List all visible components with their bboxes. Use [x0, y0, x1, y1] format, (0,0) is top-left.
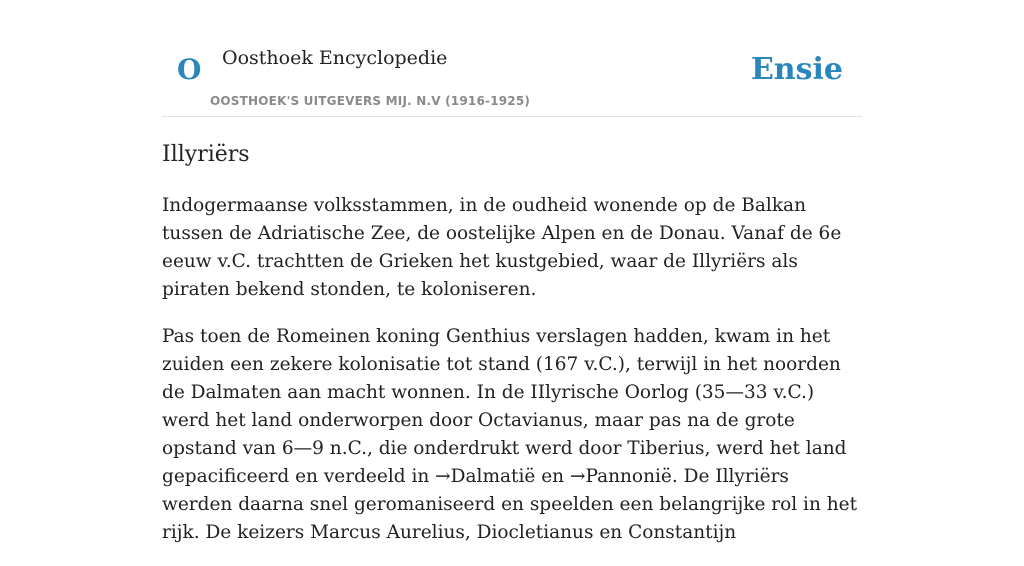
site-header — [162, 0, 862, 117]
publisher-subtitle: OOSTHOEK'S UITGEVERS MIJ. N.V (1916-1925) — [210, 94, 531, 108]
content-container — [162, 0, 862, 543]
article-title: Illyriërs — [162, 142, 250, 167]
article-paragraph: Indogermaanse volksstammen, in de oudheid wonende op de Balkan tussen de Adriatische Zee, de oostelijke Alpen en de Donau. Vanaf de 6e eeuw v.C. trachtten de Grieken het kustgebied, waar de Illyriërs als piraten bekend stonden, te koloniseren. — [162, 195, 842, 300]
logo-icon[interactable]: O — [177, 53, 202, 86]
article-paragraph: Pas toen de Romeinen koning Genthius verslagen hadden, kwam in het zuiden een zekere kolonisatie tot stand (167 v.C.), terwijl in het noorden de Dalmaten aan macht wonnen. In de IIlyrische Oorlog (35—33 v.C.) werd het land onderworpen door Octavianus, maar pas na de grote opstand van 6—9 n.C., die onderdrukt werd door Tiberius, werd het land gepacificeerd en verdeeld in →Dalmatië en →Pannonië. De Illyriërs werden daarna snel geromaniseerd en speelden een belangrijke rol in het rijk. De keizers Marcus Aurelius, Diocletianus en Constantijn — [162, 326, 858, 543]
site-title[interactable]: Oosthoek Encyclopedie — [222, 47, 448, 69]
article-body — [162, 192, 862, 566]
brand-logo-link[interactable]: Ensie — [750, 52, 843, 87]
